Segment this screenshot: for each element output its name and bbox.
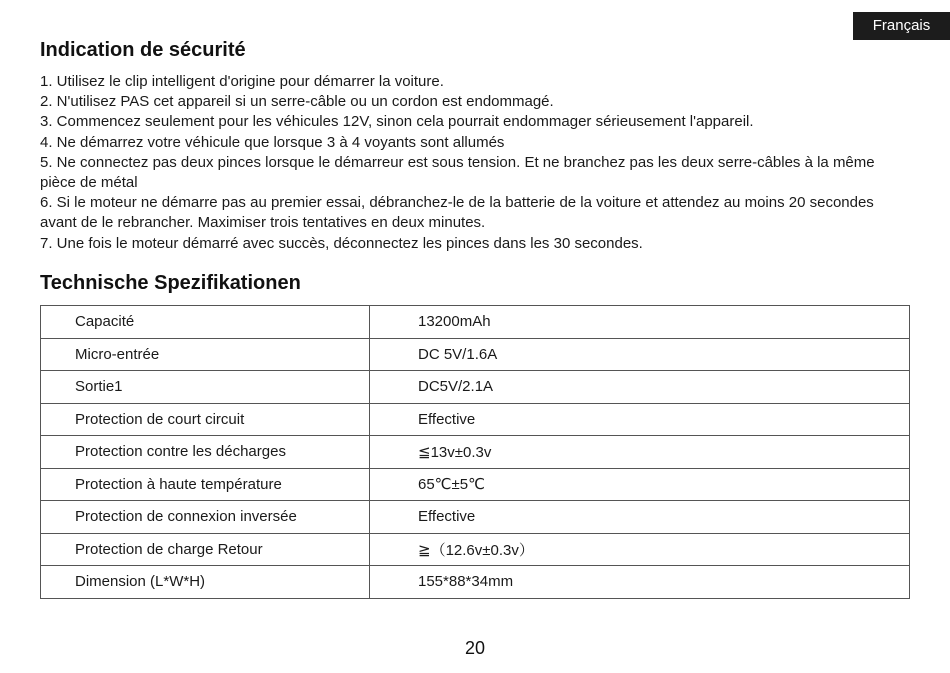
safety-item: 6. Si le moteur ne démarre pas au premier essai, débranchez-le de la batterie de la voiture et attendez au moins 20 secondes avant de le rebrancher. Maximiser trois tentatives en deux minutes. (40, 194, 874, 232)
safety-item: 1. Utilisez le clip intelligent d'origine pour démarrer la voiture. (40, 73, 444, 90)
spec-label: Capacité (41, 306, 370, 339)
page-number: 20 (464, 638, 486, 658)
spec-value: ≧（12.6v±0.3v） (370, 533, 910, 566)
spec-label: Protection de charge Retour (41, 533, 370, 566)
spec-value: ≦13v±0.3v (370, 436, 910, 469)
spec-label: Protection de court circuit (41, 403, 370, 436)
safety-item: 3. Commencez seulement pour les véhicules 12V, sinon cela pourrait endommager sérieusement l'appareil. (40, 113, 754, 131)
spec-label: Micro-entrée (41, 338, 370, 371)
spec-value: Effective (370, 403, 910, 436)
spec-label: Dimension (L*W*H) (41, 566, 370, 599)
table-row (41, 436, 910, 469)
safety-list (40, 72, 910, 254)
spec-label: Protection de connexion inversée (41, 501, 370, 534)
safety-item: 7. Une fois le moteur démarré avec succès, déconnectez les pinces dans les 30 secondes. (40, 234, 643, 252)
spec-value: Effective (370, 501, 910, 534)
table-row (41, 306, 910, 339)
table-row (41, 338, 910, 371)
specs-section-title: Technische Spezifikationen (40, 272, 301, 294)
spec-table (40, 305, 910, 599)
table-row (41, 501, 910, 534)
safety-item: 2. N'utilisez PAS cet appareil si un serre-câble ou un cordon est endommagé. (40, 93, 554, 111)
safety-section-title: Indication de sécurité (40, 39, 246, 61)
safety-item: 5. Ne connectez pas deux pinces lorsque le démarreur est sous tension. Et ne branchez pas les deux serre-câbles à la même pièce de métal (40, 153, 875, 192)
spec-label: Sortie1 (41, 371, 370, 404)
table-row (41, 468, 910, 501)
spec-value: 155*88*34mm (370, 566, 910, 599)
table-row (41, 371, 910, 404)
spec-label: Protection contre les décharges (41, 436, 370, 469)
safety-item: 4. Ne démarrez votre véhicule que lorsque 3 à 4 voyants sont allumés (40, 133, 505, 151)
table-row (41, 533, 910, 566)
spec-value: 65℃±5℃ (370, 468, 910, 501)
table-row (41, 566, 910, 599)
table-row (41, 403, 910, 436)
spec-value: DC 5V/1.6A (370, 338, 910, 371)
language-tab: Français (853, 12, 950, 40)
spec-value: 13200mAh (370, 306, 910, 339)
spec-label: Protection à haute température (41, 468, 370, 501)
spec-value: DC5V/2.1A (370, 371, 910, 404)
